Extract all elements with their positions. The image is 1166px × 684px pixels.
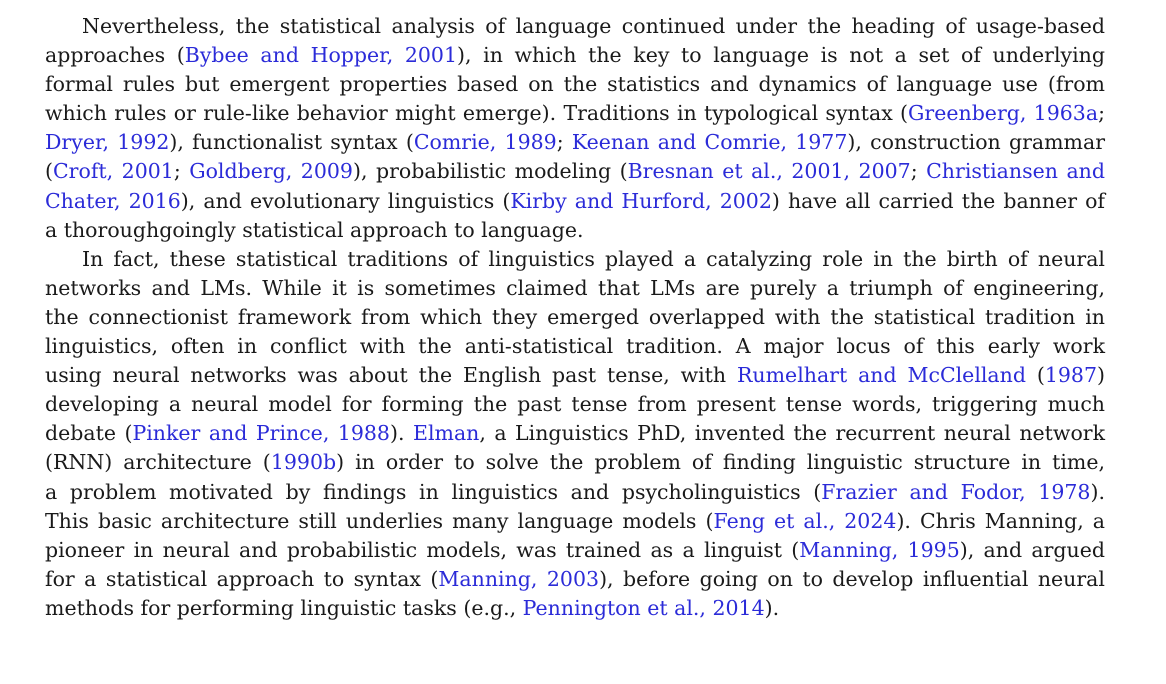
body-text: In fact, these statistical traditions of linguistics played a catalyzing role in the birth of neural bbox=[82, 246, 1105, 271]
text-line bbox=[45, 448, 1105, 477]
body-text: ; bbox=[910, 159, 927, 184]
citation-link[interactable]: Dryer, 1992 bbox=[45, 130, 170, 155]
citation-link[interactable]: Chater, 2016 bbox=[45, 188, 181, 213]
citation-link[interactable]: Christiansen and bbox=[926, 159, 1105, 184]
text-line bbox=[45, 128, 1105, 157]
citation-link[interactable]: Bresnan et al., 2001, 2007 bbox=[627, 159, 911, 184]
text-line bbox=[45, 419, 1105, 448]
body-text: debate ( bbox=[45, 421, 133, 446]
citation-link[interactable]: Comrie, 1989 bbox=[413, 130, 557, 155]
body-text: a thoroughgoingly statistical approach to language. bbox=[45, 217, 584, 242]
body-text: ), and evolutionary linguistics ( bbox=[180, 188, 511, 213]
body-text: ), in which the key to language is not a set of underlying bbox=[457, 43, 1105, 68]
paragraph bbox=[45, 245, 1105, 623]
text-line bbox=[45, 70, 1105, 99]
text-line bbox=[45, 361, 1105, 390]
citation-link[interactable]: Pinker and Prince, 1988 bbox=[132, 421, 390, 446]
citation-link[interactable]: Rumelhart and McClelland bbox=[736, 363, 1026, 388]
body-text: ), probabilistic modeling ( bbox=[352, 159, 628, 184]
citation-link[interactable]: Goldberg, 2009 bbox=[189, 159, 353, 184]
body-text: which rules or rule-like behavior might emerge). Traditions in typological syntax ( bbox=[45, 101, 909, 126]
body-text: ). bbox=[389, 421, 413, 446]
citation-link[interactable]: Bybee and Hopper, 2001 bbox=[184, 43, 458, 68]
body-text: ) have all carried the banner of bbox=[771, 188, 1106, 213]
text-line bbox=[45, 274, 1105, 303]
body-text: ( bbox=[45, 159, 53, 184]
citation-link[interactable]: 1990b bbox=[270, 450, 337, 475]
text-line bbox=[45, 594, 1105, 623]
body-text: formal rules but emergent properties based on the statistics and dynamics of language use (from bbox=[45, 72, 1105, 97]
citation-link[interactable]: Greenberg, 1963a bbox=[908, 101, 1099, 126]
citation-link[interactable]: Keenan and Comrie, 1977 bbox=[571, 130, 848, 155]
body-text: ). Chris Manning, a bbox=[896, 508, 1106, 533]
body-text: pioneer in neural and probabilistic models, was trained as a linguist ( bbox=[45, 537, 800, 562]
body-text: ; bbox=[173, 159, 190, 184]
body-text: a problem motivated by findings in linguistics and psycholinguistics ( bbox=[45, 479, 822, 504]
body-text: , a Linguistics PhD, invented the recurrent neural network bbox=[479, 421, 1106, 446]
text-line bbox=[45, 245, 1105, 274]
body-text: approaches ( bbox=[45, 43, 185, 68]
citation-link[interactable]: Kirby and Hurford, 2002 bbox=[510, 188, 772, 213]
paragraph bbox=[45, 12, 1105, 245]
body-text: linguistics, often in conflict with the anti-statistical tradition. A major locus of this early work bbox=[45, 334, 1105, 359]
body-text: ), and argued bbox=[959, 537, 1105, 562]
body-text: ). bbox=[764, 595, 780, 620]
text-line bbox=[45, 99, 1105, 128]
body-text: ) in order to solve the problem of finding linguistic structure in time, bbox=[336, 450, 1105, 475]
citation-link[interactable]: Elman bbox=[412, 421, 480, 446]
body-text: ), before going on to develop influential neural bbox=[599, 566, 1105, 591]
citation-link[interactable]: 1987 bbox=[1044, 363, 1098, 388]
text-line bbox=[45, 303, 1105, 332]
citation-link[interactable]: Manning, 1995 bbox=[799, 537, 960, 562]
text-line bbox=[45, 157, 1105, 186]
text-line bbox=[45, 216, 1105, 245]
text-line bbox=[45, 478, 1105, 507]
text-line bbox=[45, 12, 1105, 41]
body-text: using neural networks was about the English past tense, with bbox=[45, 363, 737, 388]
text-line bbox=[45, 332, 1105, 361]
body-text: ), construction grammar bbox=[847, 130, 1106, 155]
body-text: ), functionalist syntax ( bbox=[169, 130, 414, 155]
text-line bbox=[45, 390, 1105, 419]
body-text: for a statistical approach to syntax ( bbox=[45, 566, 439, 591]
body-text: ; bbox=[1098, 101, 1105, 126]
text-line bbox=[45, 565, 1105, 594]
citation-link[interactable]: Feng et al., 2024 bbox=[713, 508, 897, 533]
body-text: the connectionist framework from which they emerged overlapped with the statistical tradition in bbox=[45, 304, 1105, 329]
body-text: networks and LMs. While it is sometimes claimed that LMs are purely a triumph of engineering, bbox=[45, 275, 1105, 300]
paper-body-text bbox=[45, 12, 1105, 623]
body-text: ) bbox=[1097, 363, 1106, 388]
citation-link[interactable]: Manning, 2003 bbox=[438, 566, 600, 591]
citation-link[interactable]: Pennington et al., 2014 bbox=[522, 595, 765, 620]
body-text: ( bbox=[1025, 363, 1045, 388]
body-text: methods for performing linguistic tasks (e.g., bbox=[45, 595, 523, 620]
body-text: ; bbox=[556, 130, 572, 155]
body-text: (RNN) architecture ( bbox=[45, 450, 271, 475]
body-text: ). bbox=[1090, 479, 1105, 504]
body-text: This basic architecture still underlies many language models ( bbox=[45, 508, 714, 533]
text-line bbox=[45, 507, 1105, 536]
citation-link[interactable]: Croft, 2001 bbox=[53, 159, 174, 184]
body-text: developing a neural model for forming the past tense from present tense words, triggering much bbox=[45, 392, 1105, 417]
body-text: Nevertheless, the statistical analysis of language continued under the heading of usage-based bbox=[82, 14, 1105, 38]
citation-link[interactable]: Frazier and Fodor, 1978 bbox=[821, 479, 1091, 504]
text-line bbox=[45, 187, 1105, 216]
text-line bbox=[45, 41, 1105, 70]
text-line bbox=[45, 536, 1105, 565]
